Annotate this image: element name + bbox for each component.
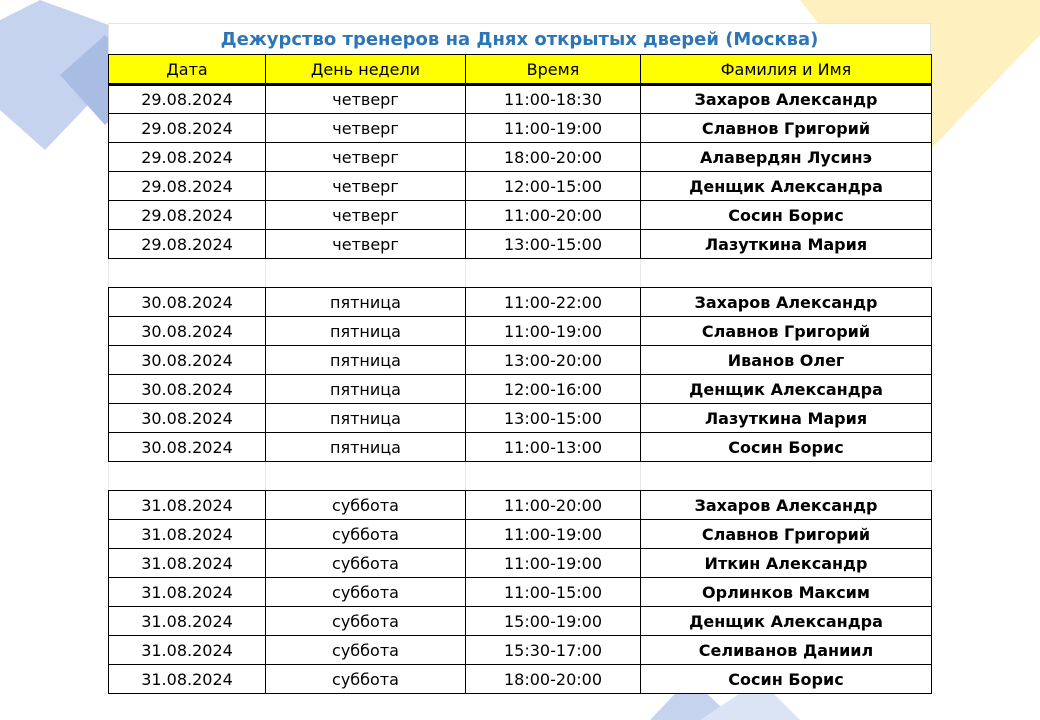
cell-weekday: четверг (266, 230, 466, 259)
cell-date: 29.08.2024 (109, 201, 266, 230)
cell-date: 31.08.2024 (109, 491, 266, 520)
cell-time: 12:00-15:00 (466, 172, 641, 201)
cell-name: Захаров Александр (641, 288, 932, 317)
table-row (109, 230, 932, 259)
cell-time: 11:00-19:00 (466, 549, 641, 578)
cell-weekday: суббота (266, 520, 466, 549)
cell-date: 30.08.2024 (109, 433, 266, 462)
cell-time: 11:00-22:00 (466, 288, 641, 317)
empty-cell (466, 259, 641, 288)
cell-date: 29.08.2024 (109, 143, 266, 172)
header-name: Фамилия и Имя (641, 55, 932, 85)
cell-date: 30.08.2024 (109, 346, 266, 375)
cell-time: 12:00-16:00 (466, 375, 641, 404)
sheet-title: Дежурство тренеров на Днях открытых дверей (Москва) (108, 23, 931, 54)
cell-time: 18:00-20:00 (466, 665, 641, 694)
cell-weekday: четверг (266, 114, 466, 143)
table-row (109, 143, 932, 172)
table-row (109, 636, 932, 665)
table-row (109, 520, 932, 549)
cell-name: Иткин Александр (641, 549, 932, 578)
cell-date: 29.08.2024 (109, 114, 266, 143)
cell-name: Денщик Александра (641, 375, 932, 404)
cell-weekday: суббота (266, 636, 466, 665)
cell-name: Лазуткина Мария (641, 404, 932, 433)
empty-cell (266, 259, 466, 288)
table-row (109, 85, 932, 114)
cell-weekday: суббота (266, 491, 466, 520)
cell-time: 13:00-20:00 (466, 346, 641, 375)
table-row (109, 172, 932, 201)
schedule-body (109, 85, 932, 694)
table-row (109, 375, 932, 404)
cell-name: Славнов Григорий (641, 317, 932, 346)
table-row (109, 404, 932, 433)
cell-name: Сосин Борис (641, 433, 932, 462)
table-row (109, 549, 932, 578)
cell-weekday: четверг (266, 172, 466, 201)
cell-time: 18:00-20:00 (466, 143, 641, 172)
cell-name: Сосин Борис (641, 665, 932, 694)
table-row (109, 491, 932, 520)
cell-time: 11:00-19:00 (466, 114, 641, 143)
cell-time: 11:00-20:00 (466, 491, 641, 520)
cell-weekday: суббота (266, 549, 466, 578)
table-row (109, 317, 932, 346)
cell-date: 30.08.2024 (109, 288, 266, 317)
cell-weekday: суббота (266, 607, 466, 636)
cell-date: 31.08.2024 (109, 607, 266, 636)
cell-time: 11:00-19:00 (466, 520, 641, 549)
cell-weekday: четверг (266, 85, 466, 114)
table-row (109, 288, 932, 317)
cell-weekday: суббота (266, 578, 466, 607)
group-separator-row (109, 462, 932, 491)
cell-name: Селиванов Даниил (641, 636, 932, 665)
table-row (109, 665, 932, 694)
cell-weekday: пятница (266, 346, 466, 375)
cell-name: Славнов Григорий (641, 114, 932, 143)
empty-cell (466, 462, 641, 491)
empty-cell (641, 462, 932, 491)
cell-name: Денщик Александра (641, 172, 932, 201)
cell-date: 31.08.2024 (109, 520, 266, 549)
cell-date: 30.08.2024 (109, 404, 266, 433)
cell-date: 29.08.2024 (109, 85, 266, 114)
cell-name: Алавердян Лусинэ (641, 143, 932, 172)
header-date: Дата (109, 55, 266, 85)
cell-name: Сосин Борис (641, 201, 932, 230)
header-row (109, 55, 932, 85)
cell-time: 11:00-13:00 (466, 433, 641, 462)
cell-date: 30.08.2024 (109, 317, 266, 346)
cell-weekday: пятница (266, 433, 466, 462)
table-row (109, 433, 932, 462)
schedule-table (108, 54, 932, 694)
table-row (109, 201, 932, 230)
cell-name: Денщик Александра (641, 607, 932, 636)
cell-time: 11:00-19:00 (466, 317, 641, 346)
cell-time: 15:00-19:00 (466, 607, 641, 636)
cell-date: 30.08.2024 (109, 375, 266, 404)
header-weekday: День недели (266, 55, 466, 85)
table-row (109, 346, 932, 375)
cell-weekday: пятница (266, 404, 466, 433)
cell-name: Лазуткина Мария (641, 230, 932, 259)
cell-name: Орлинков Максим (641, 578, 932, 607)
cell-weekday: пятница (266, 288, 466, 317)
cell-name: Захаров Александр (641, 85, 932, 114)
cell-date: 31.08.2024 (109, 665, 266, 694)
cell-weekday: пятница (266, 317, 466, 346)
cell-date: 31.08.2024 (109, 636, 266, 665)
group-separator-row (109, 259, 932, 288)
schedule-sheet (108, 23, 931, 694)
cell-weekday: пятница (266, 375, 466, 404)
cell-weekday: четверг (266, 201, 466, 230)
cell-time: 13:00-15:00 (466, 404, 641, 433)
empty-cell (266, 462, 466, 491)
cell-time: 11:00-20:00 (466, 201, 641, 230)
cell-name: Славнов Григорий (641, 520, 932, 549)
cell-time: 15:30-17:00 (466, 636, 641, 665)
table-row (109, 607, 932, 636)
cell-date: 29.08.2024 (109, 172, 266, 201)
cell-time: 11:00-15:00 (466, 578, 641, 607)
table-row (109, 578, 932, 607)
cell-name: Захаров Александр (641, 491, 932, 520)
empty-cell (109, 259, 266, 288)
cell-time: 13:00-15:00 (466, 230, 641, 259)
cell-weekday: суббота (266, 665, 466, 694)
empty-cell (641, 259, 932, 288)
header-time: Время (466, 55, 641, 85)
table-row (109, 114, 932, 143)
cell-date: 29.08.2024 (109, 230, 266, 259)
cell-name: Иванов Олег (641, 346, 932, 375)
empty-cell (109, 462, 266, 491)
cell-time: 11:00-18:30 (466, 85, 641, 114)
cell-date: 31.08.2024 (109, 578, 266, 607)
cell-weekday: четверг (266, 143, 466, 172)
cell-date: 31.08.2024 (109, 549, 266, 578)
